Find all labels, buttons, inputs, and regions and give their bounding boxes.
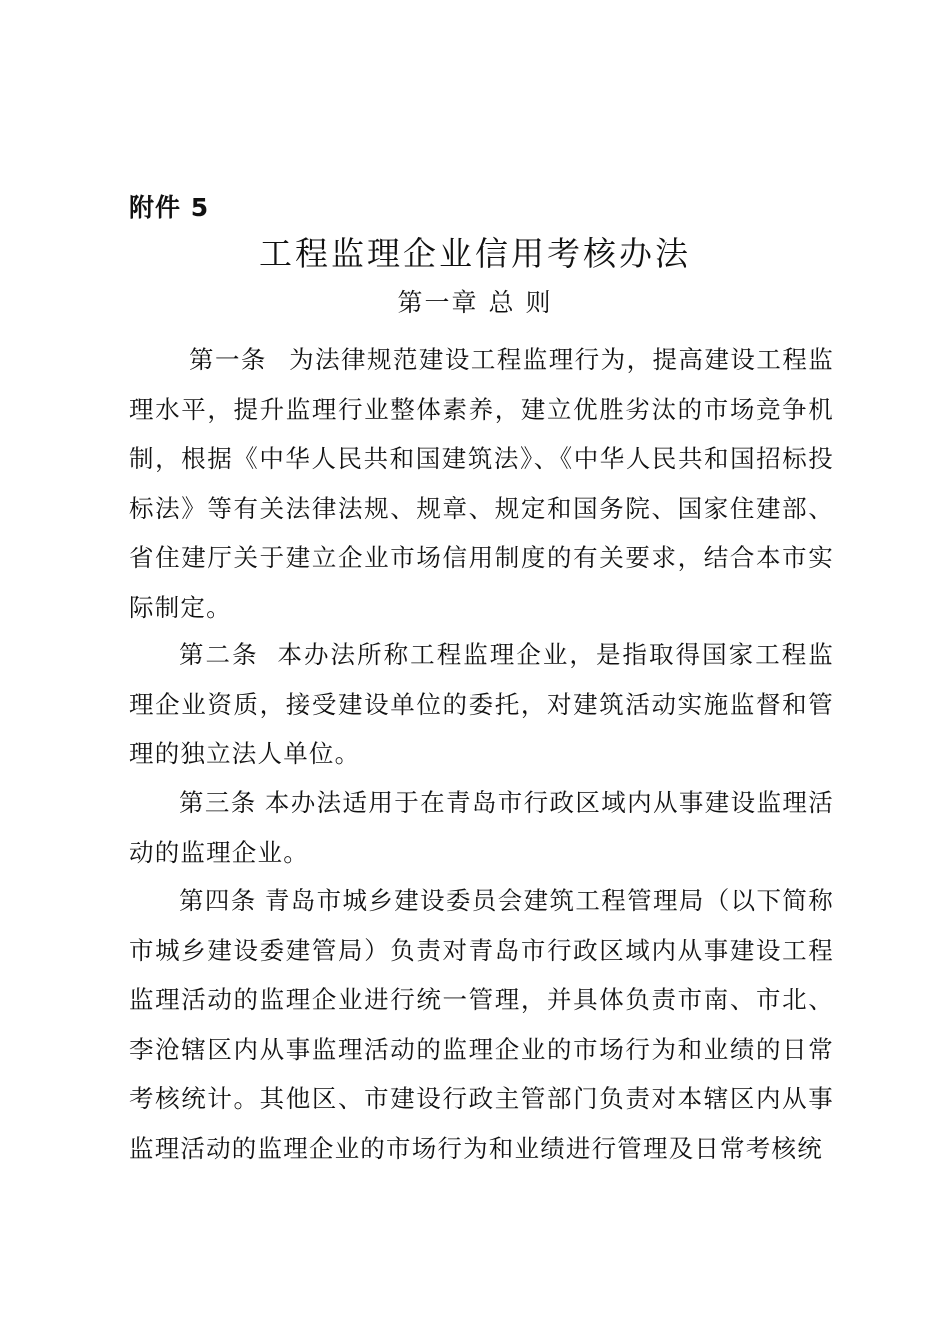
article-1-text: 为法律规范建设工程监理行为，提高建设工程监理水平，提升监理行业整体素养，建立优胜劣汰的市场竞争机制，根据《中华人民共和国建筑法》、《中华人民共和国招标投标法》等有关法律法规、规章、规定和国务院、国家住建部、省住建厅关于建立企业市场信用制度的有关要求，结合本市实际制定。 xyxy=(129,345,834,622)
article-3-heading: 第三条 xyxy=(179,788,257,817)
chapter-heading: 第一章 总 则 xyxy=(397,288,553,317)
article-4 xyxy=(129,876,834,1173)
attachment-label: 附件 5 xyxy=(129,193,210,222)
article-2-text: 本办法所称工程监理企业，是指取得国家工程监理企业资质，接受建设单位的委托，对建筑活动实施监督和管理的独立法人单位。 xyxy=(129,640,834,768)
article-2 xyxy=(129,630,834,779)
article-1-heading: 第一条 xyxy=(189,345,267,374)
article-3-text: 本办法适用于在青岛市行政区域内从事建设监理活动的监理企业。 xyxy=(129,788,834,867)
document-title: 工程监理企业信用考核办法 xyxy=(259,234,691,273)
article-2-heading: 第二条 xyxy=(179,640,259,669)
article-4-heading: 第四条 xyxy=(179,886,257,915)
article-1 xyxy=(129,335,834,632)
article-4-text: 青岛市城乡建设委员会建筑工程管理局（以下简称市城乡建设委建管局）负责对青岛市行政区域内从事建设工程监理活动的监理企业进行统一管理，并具体负责市南、市北、李沧辖区内从事监理活动的监理企业的市场行为和业绩的日常考核统计。其他区、市建设行政主管部门负责对本辖区内从事监理活动的监理企业的市场行为和业绩进行管理及日常考核统 xyxy=(129,886,834,1163)
article-3 xyxy=(129,778,834,877)
